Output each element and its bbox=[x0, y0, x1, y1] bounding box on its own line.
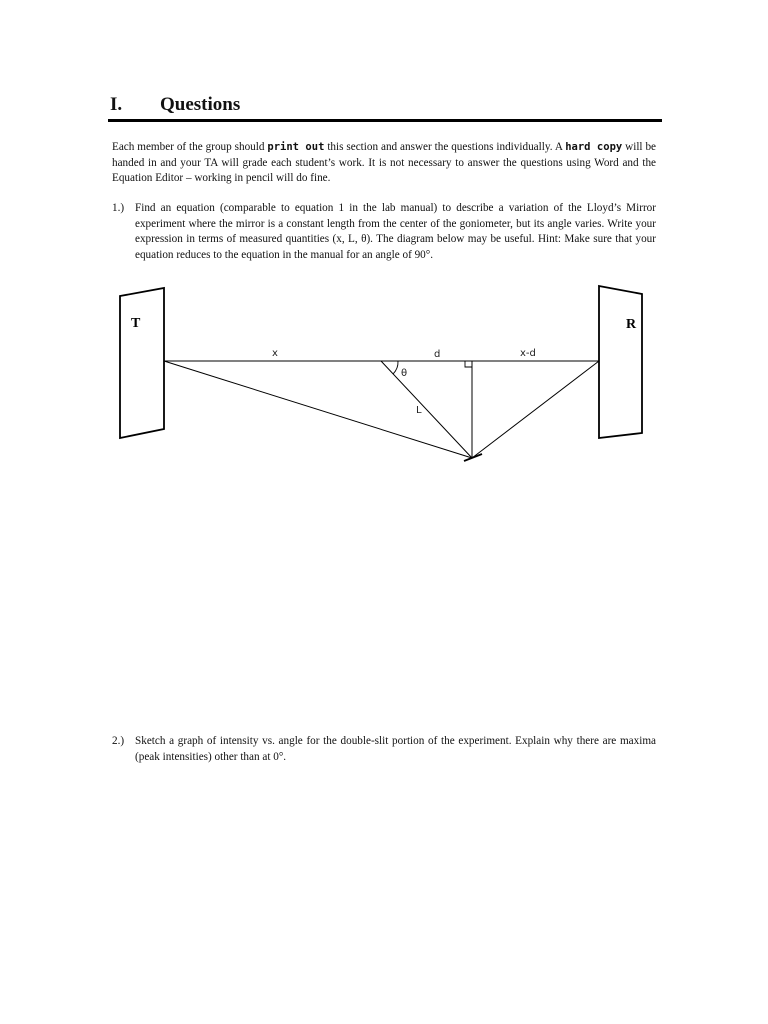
d-label: d bbox=[434, 349, 441, 360]
question-2-number: 2.) bbox=[112, 735, 125, 747]
theta-label: θ bbox=[401, 368, 408, 379]
question-2-text: Sketch a graph of intensity vs. angle for the double-slit portion of the experiment. Explain why there are maxima (peak intensities) other than at 0°. bbox=[135, 735, 656, 763]
reflected-path-line bbox=[472, 361, 599, 458]
intro-text-2: this section and answer the questions individually. A bbox=[324, 141, 566, 153]
section-title: Questions bbox=[160, 94, 241, 115]
heading-rule bbox=[108, 119, 662, 122]
question-1-number: 1.) bbox=[112, 202, 125, 214]
intro-text-3: will be handed in and your TA will grade each student’s work. It is not necessary to answer the questions using Word and the Equation Editor – working in pencil will do fine. bbox=[112, 141, 656, 185]
intro-bold-hard-copy: hard copy bbox=[565, 141, 623, 153]
section-heading bbox=[110, 92, 662, 118]
theta-angle-arc bbox=[393, 361, 398, 374]
receiver-label: R bbox=[626, 317, 637, 332]
mirror-line bbox=[464, 454, 482, 461]
x-label: x bbox=[272, 348, 278, 359]
lloyds-mirror-diagram bbox=[100, 280, 660, 470]
right-angle-marker bbox=[465, 361, 472, 367]
intro-paragraph bbox=[112, 140, 656, 187]
intro-bold-print-out: print out bbox=[267, 141, 325, 153]
section-number: I. bbox=[110, 94, 123, 115]
transmitter-label: T bbox=[131, 316, 141, 331]
transmitter-horn bbox=[120, 288, 164, 438]
intro-text-1: Each member of the group should bbox=[112, 141, 268, 153]
x-minus-d-label: x-d bbox=[520, 348, 536, 359]
L-label: L bbox=[416, 405, 422, 416]
incident-path-line bbox=[164, 361, 472, 458]
receiver-horn bbox=[599, 286, 642, 438]
question-1-text: Find an equation (comparable to equation 1 in the lab manual) to describe a variation of the Lloyd’s Mirror experiment where the mirror is a constant length from the center of the goniometer, but its angle varies. Write your expression in terms of measured quantities (x, L, θ). The diagram below may be useful. Hint: Make sure that your equation reduces to the equation in the manual for an angle of 90°. bbox=[135, 202, 656, 261]
